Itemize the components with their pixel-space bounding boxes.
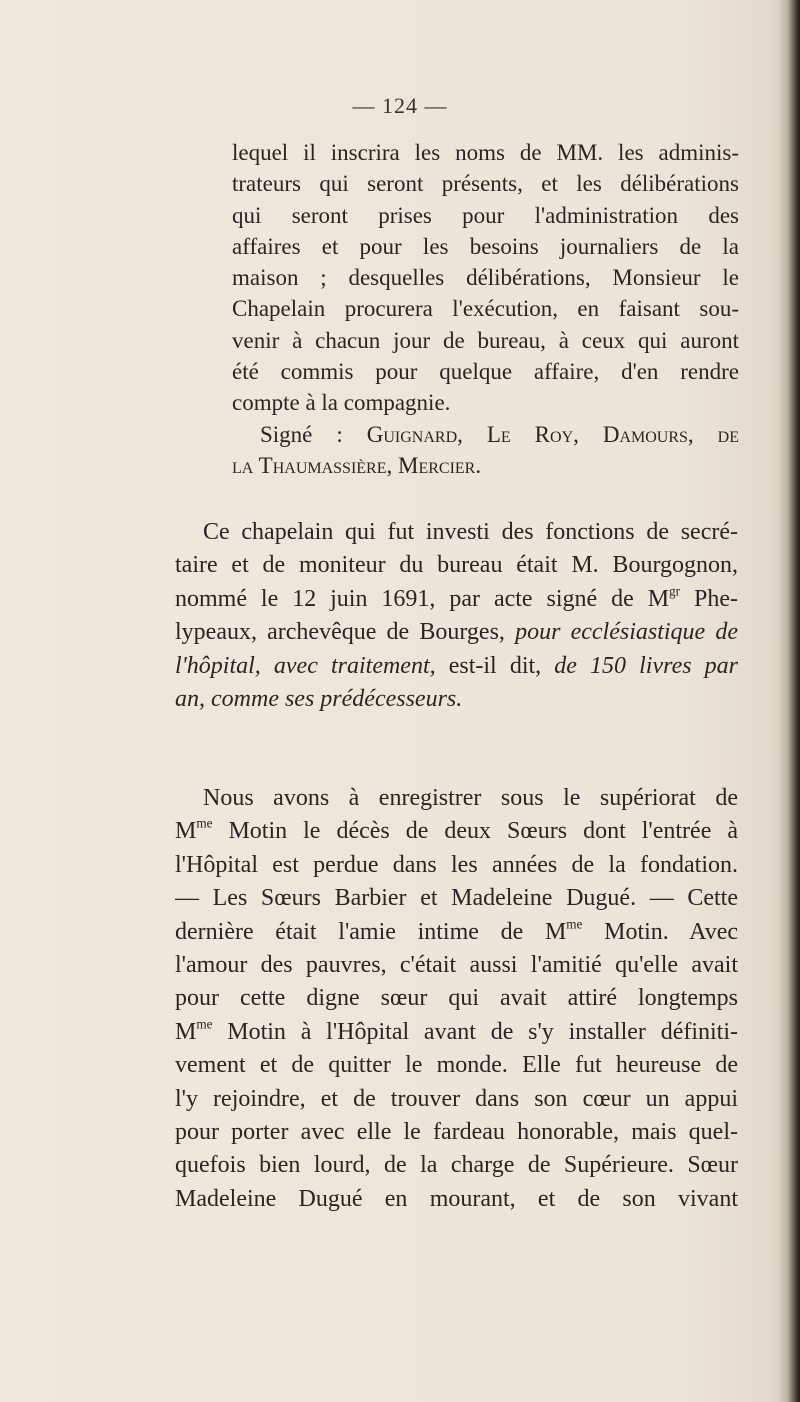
text-line [175,616,738,649]
page-edge-shadow [778,0,800,1402]
text-line: an, comme ses prédécesseurs. [175,685,463,712]
paragraph-2 [175,516,738,716]
text-line: pour cette digne sœur qui avait attiré longtemps [175,985,738,1012]
signature-line [232,419,739,450]
text-line: affaires et pour les besoins journaliers de la [232,233,739,259]
paragraph-1 [232,137,739,481]
text-span: lypeaux, archevêque de Bourges, [175,619,516,646]
text-line [175,916,738,949]
text-line: Ce chapelain qui fut investi des fonctions de secré- [203,519,738,545]
text-line: l'Hôpital est perdue dans les années de la fondation. [175,851,738,878]
text-span: nommé le 12 juin 1691, par acte signé de M [175,585,670,612]
text-line: vement et de quitter le monde. Elle fut heureuse de [175,1052,738,1079]
text-line [175,583,738,616]
text-line: quefois bien lourd, de la charge de Supérieure. Sœur [175,1152,738,1179]
text-line: Madeleine Dugué en mourant, et de son vivant [175,1185,738,1212]
text-line: venir à chacun jour de bureau, à ceux qui auront [232,327,739,353]
paragraph-3 [175,782,738,1216]
superscript: me [566,916,583,932]
text-line: Nous avons à enregistrer sous le supériorat de [203,785,738,811]
text-line: qui seront prises pour l'administration des [232,202,739,228]
text-line: taire et de moniteur du bureau était M. Bourgognon, [175,552,738,579]
text-line: Chapelain procurera l'exécution, en faisant sou- [232,296,739,322]
text-span: Motin. Avec [582,918,738,945]
italic-span: l'hôpital, avec traitement, [175,652,436,679]
text-line: — Les Sœurs Barbier et Madeleine Dugué. — Cette [175,885,738,912]
page-number: — 124 — [352,93,448,118]
text-line: compte à la compagnie. [232,390,451,416]
signature-prefix: Signé : [260,421,367,447]
text-span: Motin à l'Hôpital avant de s'y installer définiti- [212,1018,738,1045]
text-line: été commis pour quelque affaire, d'en rendre [232,359,739,385]
text-line: lequel il inscrira les noms de MM. les adminis- [232,140,739,165]
signature-line-2: la Thaumassière, Mercier. [232,452,482,478]
text-line [175,650,738,683]
signature-names: Guignard, Le Roy, Damours, de [366,421,739,447]
text-span: M [175,818,197,845]
text-span: dernière était l'amie intime de M [175,918,567,945]
italic-span: de 150 livres par [554,652,738,679]
text-line [175,815,738,848]
text-line: trateurs qui seront présents, et les délibérations [232,171,739,197]
text-span: M [175,1018,197,1045]
text-line: maison ; desquelles délibérations, Monsieur le [232,265,739,291]
text-span: Motin le décès de deux Sœurs dont l'entrée à [212,818,738,845]
superscript: me [196,1016,213,1032]
text-span: Phe- [680,585,738,612]
text-line [175,1016,738,1049]
text-span: est-il dit, [435,652,555,679]
text-line: l'y rejoindre, et de trouver dans son cœur un appui [175,1085,738,1112]
superscript: gr [669,583,681,599]
text-line: pour porter avec elle le fardeau honorable, mais quel- [175,1118,738,1145]
italic-span: pour ecclésiastique de [515,619,738,646]
text-line: l'amour des pauvres, c'était aussi l'amitié qu'elle avait [175,951,738,978]
superscript: me [196,815,213,831]
